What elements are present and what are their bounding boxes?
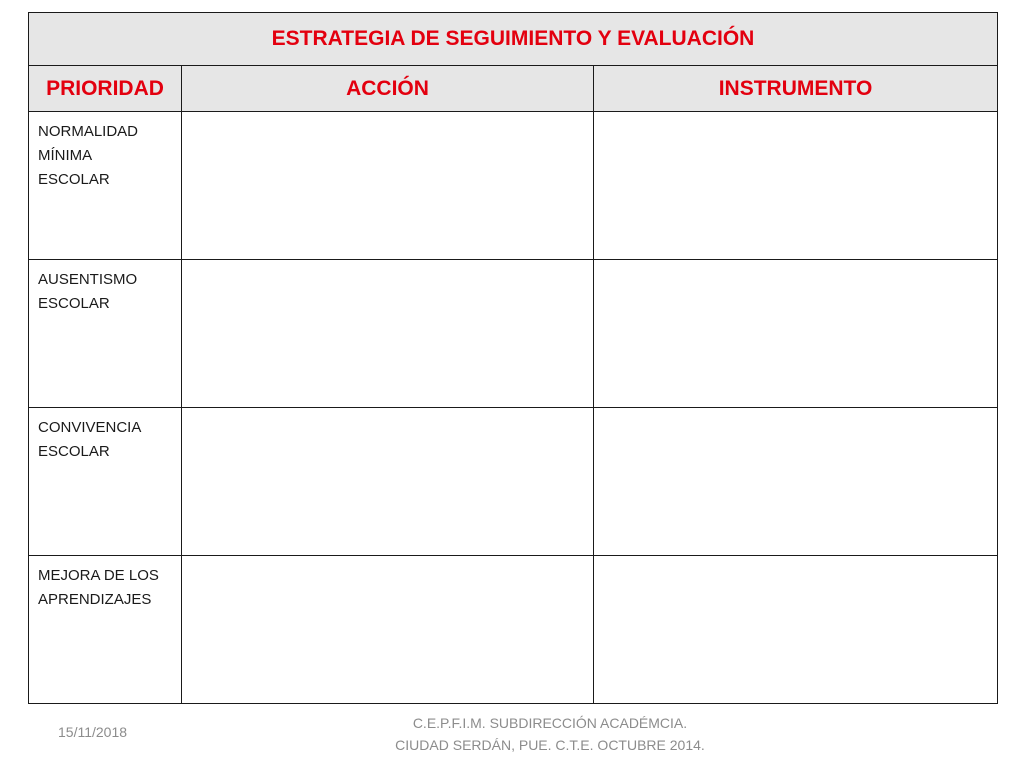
- priority-cell: [29, 556, 182, 704]
- footer-credit-line2: CIUDAD SERDÁN, PUE. C.T.E. OCTUBRE 2014.: [395, 737, 705, 753]
- priority-label: CONVIVENCIA ESCOLAR: [38, 419, 142, 460]
- header-row: [29, 66, 998, 112]
- priority-label: MEJORA DE LOS APRENDIZAJES: [38, 567, 159, 608]
- footer-credit-line1: C.E.P.F.I.M. SUBDIRECCIÓN ACADÉMCIA.: [412, 715, 688, 731]
- table-row: [29, 556, 998, 704]
- action-cell[interactable]: [182, 260, 594, 408]
- header-priority: PRIORIDAD: [29, 66, 182, 112]
- table-row: [29, 408, 998, 556]
- table-row: [29, 112, 998, 260]
- priority-label: NORMALIDAD MÍNIMA ESCOLAR: [38, 123, 139, 188]
- header-action: ACCIÓN: [182, 66, 594, 112]
- action-cell[interactable]: [182, 408, 594, 556]
- instrument-cell[interactable]: [594, 556, 998, 704]
- instrument-cell[interactable]: [594, 260, 998, 408]
- header-instrument: INSTRUMENTO: [594, 66, 998, 112]
- priority-cell: [29, 408, 182, 556]
- title-row: [29, 13, 998, 66]
- action-cell[interactable]: [182, 112, 594, 260]
- strategy-table: [28, 12, 998, 704]
- footer-credit: [340, 712, 760, 756]
- priority-label: AUSENTISMO ESCOLAR: [38, 271, 138, 312]
- table-row: [29, 260, 998, 408]
- priority-cell: [29, 112, 182, 260]
- instrument-cell[interactable]: [594, 408, 998, 556]
- action-cell[interactable]: [182, 556, 594, 704]
- priority-cell: [29, 260, 182, 408]
- instrument-cell[interactable]: [594, 112, 998, 260]
- footer-date: 15/11/2018: [58, 724, 128, 740]
- table-title: ESTRATEGIA DE SEGUIMIENTO Y EVALUACIÓN: [29, 13, 998, 66]
